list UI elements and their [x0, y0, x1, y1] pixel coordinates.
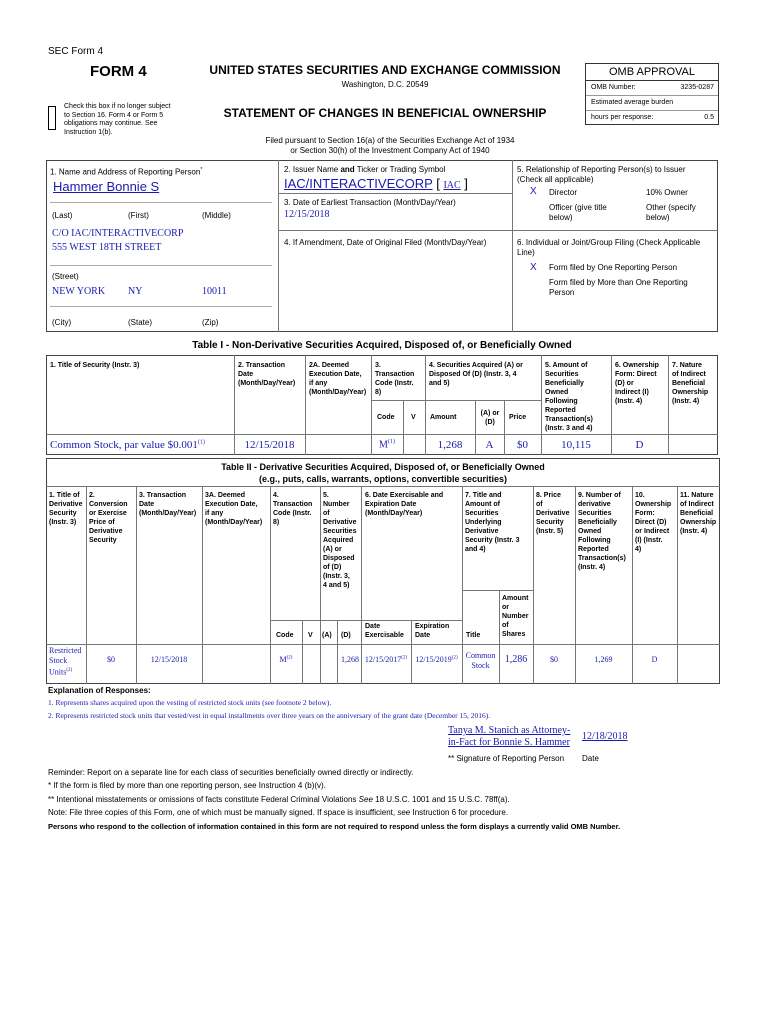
- one-person-x-mark: X: [530, 262, 537, 273]
- sec-form-label: SEC Form 4: [48, 46, 104, 57]
- reminder-note: Reminder: Report on a separate line for each class of securities beneficially owned directly or indirectly.: [48, 768, 414, 777]
- explanation-line1: 1. Represents shares acquired upon the vesting of restricted stock units (see footnote 2 below).: [48, 698, 332, 707]
- t2-sub-d: (D): [341, 632, 351, 639]
- earliest-date-label: 3. Date of Earliest Transaction (Month/Day/Year): [284, 198, 456, 207]
- officer-label: Officer (give title below): [549, 203, 607, 222]
- t2-sub-amount: Amount or Number of Shares: [502, 595, 529, 638]
- filing-label: 6. Individual or Joint/Group Filing (Check Applicable Line): [517, 238, 701, 257]
- signature-date-label: Date: [582, 754, 599, 763]
- t2-col7: 7. Title and Amount of Securities Underlying Derivative Security (Instr. 3 and 4): [465, 492, 520, 553]
- note-multiple-persons: * If the form is filed by more than one reporting person, see Instruction 4 (b)(v).: [48, 781, 326, 790]
- state-label: (State): [128, 318, 153, 327]
- table2-title: Table II - Derivative Securities Acquired, Disposed of, or Beneficially Owned (e.g., puts, calls, warrants, options, convertible securities): [221, 462, 545, 484]
- t2-row-code: $M^{(2)}$: [279, 655, 293, 664]
- t2-row-deriv-price: $0: [550, 655, 558, 664]
- signature-label: ** Signature of Reporting Person: [448, 754, 565, 763]
- omb-persons-note: Persons who respond to the collection of information contained in this form are not required to respond unless the form displays a currently valid OMB Number.: [48, 822, 621, 831]
- reporting-person-name[interactable]: Hammer Bonnie S: [53, 179, 160, 194]
- omb-hours-label: hours per response:: [591, 114, 654, 121]
- t2-row-date-ex: 12/15/2017$^{(2)}$: [364, 655, 408, 664]
- t2-row-price: $0: [107, 655, 115, 664]
- reporting-person-label: 1. Name and Address of Reporting Person*: [50, 167, 203, 177]
- location: Washington, D.C. 20549: [341, 80, 429, 89]
- t2-col11: 11. Nature of Indirect Beneficial Ownership (Instr. 4): [680, 492, 717, 535]
- t1-col6: 6. Ownership Form: Direct (D) or Indirect (I) (Instr. 4): [615, 362, 659, 405]
- first-label: (First): [128, 211, 149, 220]
- t2-col6: 6. Date Exercisable and Expiration Date (Month/Day/Year): [365, 492, 444, 517]
- t1-sub-price: Price: [509, 414, 527, 421]
- other-label: Other (specify below): [646, 203, 696, 222]
- t2-sub-a: (A): [322, 632, 332, 639]
- statement-title: STATEMENT OF CHANGES IN BENEFICIAL OWNERSHIP: [223, 106, 547, 120]
- t2-row-title: Common Stock: [465, 651, 496, 670]
- omb-approval-box: [585, 63, 719, 125]
- t2-col3: 3. Transaction Date (Month/Day/Year): [139, 492, 197, 517]
- omb-title: OMB APPROVAL: [586, 64, 718, 81]
- t1-sub-v: V: [411, 414, 416, 421]
- explanation-line2: 2. Represents restricted stock units that vested/vest in equal installments over three years on the anniversary of the grant date (December 15, 2016).: [48, 711, 491, 720]
- t2-row-exp: 12/15/2019$^{(2)}$: [415, 655, 458, 664]
- t1-col1: 1. Title of Security (Instr. 3): [50, 362, 140, 369]
- t2-col3a: 3A. Deemed Execution Date, if any (Month/Day/Year): [205, 492, 263, 526]
- director-x-mark: X: [530, 186, 537, 197]
- omb-number-label: OMB Number:: [591, 84, 636, 91]
- t1-sub-aord: (A) or (D): [480, 410, 500, 426]
- t1-sub-code: Code: [377, 414, 395, 421]
- middle-label: (Middle): [202, 211, 231, 220]
- table1-title: Table I - Non-Derivative Securities Acquired, Disposed of, or Beneficially Owned: [192, 340, 572, 351]
- t2-sub-date-ex: Date Exercisable: [365, 623, 404, 639]
- street-label: (Street): [52, 272, 79, 281]
- t1-row-aord: A: [485, 439, 494, 451]
- t2-col10: 10. Ownership Form: Direct (D) or Indirect (I) (Instr. 4): [635, 492, 672, 553]
- t2-row-shares: 1,286: [504, 654, 528, 665]
- t2-row-date: 12/15/2018: [150, 655, 188, 664]
- t1-row-price: $0: [517, 439, 528, 451]
- zip-value: 10011: [202, 286, 227, 297]
- ten-percent-label: 10% Owner: [646, 188, 688, 197]
- state-value: NY: [128, 286, 143, 297]
- t2-col1: 1. Title of Derivative Security (Instr. 3): [49, 492, 83, 526]
- form-title: FORM 4: [90, 63, 147, 80]
- t2-row-owned: 1,269: [594, 655, 613, 664]
- signature-date: 12/18/2018: [582, 731, 628, 742]
- t1-col7: 7. Nature of Indirect Beneficial Ownership (Instr. 4): [672, 362, 709, 405]
- signature-name: Tanya M. Stanich as Attorney- in-Fact for Bonnie S. Hammer: [448, 725, 571, 748]
- t2-col9: 9. Number of derivative Securities Beneficially Owned Following Reported Transaction(s) (Instr. 4): [578, 492, 626, 571]
- relationship-label: 5. Relationship of Reporting Person(s) to Issuer (Check all applicable): [517, 165, 686, 184]
- checkbox-text: Check this box if no longer subject to Section 16. Form 4 or Form 5 obligations may continue. See Instruction 1(b).: [64, 103, 171, 136]
- issuer-label: 2. Issuer Name and Ticker or Trading Symbol: [284, 165, 446, 174]
- t1-row-date: 12/15/2018: [244, 439, 295, 451]
- t2-col8: 8. Price of Derivative Security (Instr. 5): [536, 492, 570, 535]
- earliest-date-value: 12/15/2018: [284, 209, 330, 220]
- t1-col5: 5. Amount of Securities Beneficially Owned Following Reported Transaction(s) (Instr. 3 and 4): [545, 362, 593, 432]
- t1-row-form: D: [635, 439, 644, 451]
- omb-burden-label: Estimated average burden: [591, 99, 674, 106]
- t2-sub-exp: Expiration Date: [415, 623, 450, 639]
- last-label: (Last): [52, 211, 73, 220]
- omb-hours-value: 0.5: [704, 114, 714, 121]
- note-copies: Note: File three copies of this Form, one of which must be manually signed. If space is insufficient, see Instruction 6 for procedure.: [48, 808, 509, 817]
- multi-person-label: Form filed by More than One Reporting Person: [549, 278, 688, 297]
- t2-col2: 2. Conversion or Exercise Price of Derivative Security: [89, 492, 128, 544]
- t1-row-owned: 10,115: [561, 439, 591, 451]
- omb-number-value: 3235-0287: [680, 84, 714, 91]
- amendment-label: 4. If Amendment, Date of Original Filed (Month/Day/Year): [284, 238, 487, 247]
- t2-row-security: Restricted Stock Units$^{(2)}$: [49, 646, 82, 677]
- t2-col5: 5. Number of Derivative Securities Acquired (A) or Disposed of (D) (Instr. 3, 4 and 5): [323, 492, 357, 589]
- one-person-label: Form filed by One Reporting Person: [549, 263, 678, 272]
- issuer-name[interactable]: IAC/INTERACTIVECORP: [284, 176, 433, 191]
- zip-label: (Zip): [202, 318, 219, 327]
- director-label: Director: [549, 188, 578, 197]
- t1-row-security: Common Stock, par value $0.001$^{(1)}$: [50, 439, 205, 451]
- no-longer-subject-checkbox[interactable]: [48, 106, 56, 130]
- t2-row-form: D: [651, 655, 658, 664]
- city-value: NEW YORK: [52, 286, 106, 297]
- t1-col2: 2. Transaction Date (Month/Day/Year): [238, 362, 296, 387]
- t1-row-code: $M^{(1)}$: [379, 439, 395, 451]
- commission-title: UNITED STATES SECURITIES AND EXCHANGE COMMISSION: [209, 63, 561, 77]
- address-line1: C/O IAC/INTERACTIVECORP: [52, 228, 184, 239]
- address-line2: 555 WEST 18TH STREET: [52, 242, 162, 253]
- explanation-title: Explanation of Responses:: [48, 686, 151, 695]
- t1-sub-amount: Amount: [430, 414, 457, 421]
- t2-col4: 4. Transaction Code (Instr. 8): [273, 492, 313, 526]
- t1-col4: 4. Securities Acquired (A) or Disposed Of (D) (Instr. 3, 4 and 5): [429, 362, 523, 387]
- filed-pursuant: Filed pursuant to Section 16(a) of the Securities Exchange Act of 1934 or Section 30(h) of the Investment Company Act of 1940: [265, 136, 515, 155]
- issuer-ticker[interactable]: IAC: [443, 180, 461, 191]
- t2-sub-v: V: [308, 632, 313, 639]
- t2-row-d-value: 1,268: [341, 655, 359, 664]
- t2-sub-title: Title: [466, 632, 481, 639]
- note-misstatements: ** Intentional misstatements or omissions of facts constitute Federal Criminal Violations See 18 U.S.C. 1001 and 15 U.S.C. 78ff(a).: [48, 795, 510, 804]
- city-label: (City): [52, 318, 72, 327]
- issuer-name-line: IAC/INTERACTIVECORP [ IAC ]: [284, 176, 468, 191]
- t1-col3: 3. Transaction Code (Instr. 8): [375, 362, 415, 396]
- t2-sub-code: Code: [276, 632, 294, 639]
- t1-row-amount: 1,268: [437, 439, 463, 451]
- t1-col2a: 2A. Deemed Execution Date, if any (Month/Day/Year): [309, 362, 367, 396]
